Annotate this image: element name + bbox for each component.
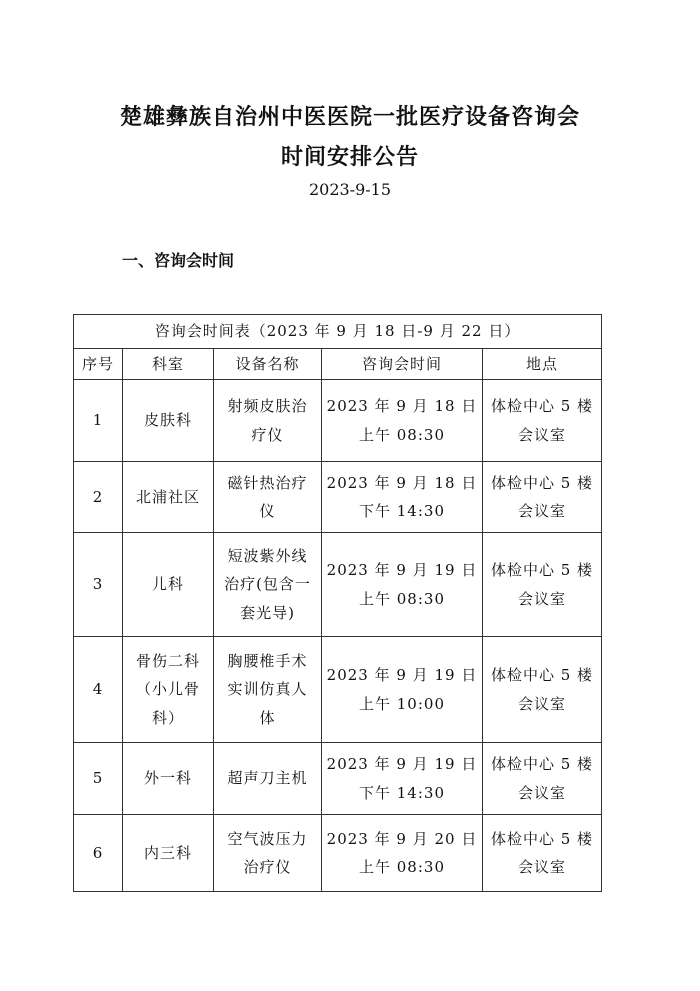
header-equipment: 设备名称 <box>214 349 322 380</box>
cell-time: 2023 年 9 月 19 日 上午 08:30 <box>322 533 483 637</box>
cell-department: 外一科 <box>123 743 214 815</box>
table-header-row <box>74 349 602 380</box>
cell-index: 4 <box>74 637 123 743</box>
cell-index: 6 <box>74 815 123 892</box>
cell-time: 2023 年 9 月 18 日 上午 08:30 <box>322 380 483 462</box>
table-row <box>74 462 602 533</box>
table-row <box>74 637 602 743</box>
cell-department: 儿科 <box>123 533 214 637</box>
cell-department: 北浦社区 <box>123 462 214 533</box>
table-row <box>74 815 602 892</box>
cell-department: 骨伤二科 （小儿骨 科） <box>123 637 214 743</box>
header-time: 咨询会时间 <box>322 349 483 380</box>
table-caption: 咨询会时间表（2023 年 9 月 18 日-9 月 22 日） <box>74 315 602 349</box>
cell-time: 2023 年 9 月 20 日 上午 08:30 <box>322 815 483 892</box>
table-row <box>74 380 602 462</box>
cell-equipment: 胸腰椎手术 实训仿真人 体 <box>214 637 322 743</box>
cell-equipment: 磁针热治疗 仪 <box>214 462 322 533</box>
cell-location: 体检中心 5 楼 会议室 <box>483 815 602 892</box>
cell-time: 2023 年 9 月 18 日 下午 14:30 <box>322 462 483 533</box>
header-location: 地点 <box>483 349 602 380</box>
cell-equipment: 射频皮肤治 疗仪 <box>214 380 322 462</box>
cell-equipment: 超声刀主机 <box>214 743 322 815</box>
header-index: 序号 <box>74 349 123 380</box>
cell-location: 体检中心 5 楼 会议室 <box>483 637 602 743</box>
cell-time: 2023 年 9 月 19 日 下午 14:30 <box>322 743 483 815</box>
cell-location: 体检中心 5 楼 会议室 <box>483 462 602 533</box>
cell-location: 体检中心 5 楼 会议室 <box>483 533 602 637</box>
cell-location: 体检中心 5 楼 会议室 <box>483 380 602 462</box>
cell-index: 3 <box>74 533 123 637</box>
cell-department: 皮肤科 <box>123 380 214 462</box>
cell-equipment: 短波紫外线 治疗(包含一 套光导) <box>214 533 322 637</box>
cell-department: 内三科 <box>123 815 214 892</box>
section-heading: 一、咨询会时间 <box>122 251 235 270</box>
table-row <box>74 743 602 815</box>
cell-time: 2023 年 9 月 19 日 上午 10:00 <box>322 637 483 743</box>
cell-index: 2 <box>74 462 123 533</box>
cell-location: 体检中心 5 楼 会议室 <box>483 743 602 815</box>
cell-index: 1 <box>74 380 123 462</box>
header-department: 科室 <box>123 349 214 380</box>
document-title-line1: 楚雄彝族自治州中医医院一批医疗设备咨询会 <box>119 105 580 130</box>
table-caption-row <box>74 315 602 349</box>
document-date: 2023-9-15 <box>308 180 392 199</box>
document-title-line2: 时间安排公告 <box>280 145 419 170</box>
schedule-table <box>73 314 602 892</box>
table-row <box>74 533 602 637</box>
cell-index: 5 <box>74 743 123 815</box>
cell-equipment: 空气波压力 治疗仪 <box>214 815 322 892</box>
